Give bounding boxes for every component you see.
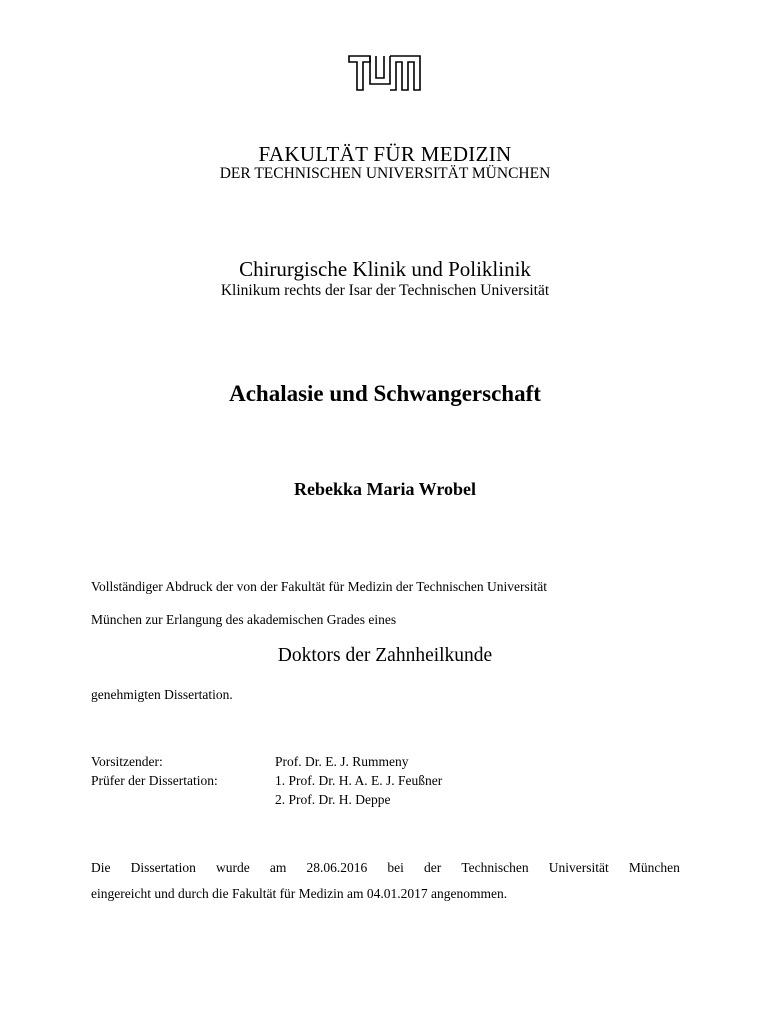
committee-row-chair [91, 752, 442, 771]
submission-word: 28.06.2016 [306, 860, 368, 875]
faculty-title: FAKULTÄT FÜR MEDIZIN [258, 142, 512, 166]
examiner-2-name: 2. Prof. Dr. H. Deppe [275, 792, 391, 807]
submission-word: wurde [216, 860, 250, 875]
clinic-subtitle: Klinikum rechts der Isar der Technischen Universität [220, 282, 550, 299]
committee-list [91, 752, 442, 809]
thesis-title: Achalasie und Schwangerschaft [229, 381, 541, 406]
submission-word: Die [91, 860, 111, 875]
submission-word: Technischen [461, 860, 529, 875]
author-name: Rebekka Maria Wrobel [293, 479, 476, 499]
statement-line-3: genehmigten Dissertation. [91, 687, 233, 702]
clinic-title: Chirurgische Klinik und Poliklinik [239, 257, 531, 281]
degree-title: Doktors der Zahnheilkunde [277, 645, 493, 666]
submission-line-1 [91, 860, 680, 876]
statement-line-1: Vollständiger Abdruck der von der Fakultät für Medizin der Technischen Universität [91, 579, 547, 594]
examiner-1-name: 1. Prof. Dr. H. A. E. J. Feußner [275, 773, 443, 788]
submission-word: der [424, 860, 442, 875]
committee-row-examiner-2 [91, 790, 442, 809]
chair-name: Prof. Dr. E. J. Rummeny [275, 754, 409, 769]
tum-logo [348, 55, 421, 91]
submission-word: München [628, 860, 680, 875]
committee-row-examiner-1 [91, 771, 442, 790]
faculty-subtitle: DER TECHNISCHEN UNIVERSITÄT MÜNCHEN [219, 165, 551, 182]
statement-line-2: München zur Erlangung des akademischen Grades eines [91, 612, 397, 627]
examiner-role: Prüfer der Dissertation: [91, 773, 218, 788]
submission-word: am [269, 860, 287, 875]
submission-word: Dissertation [130, 860, 196, 875]
submission-word: bei [387, 860, 404, 875]
chair-role: Vorsitzender: [91, 754, 163, 769]
submission-word: Universität [548, 860, 609, 875]
submission-line-2: eingereicht und durch die Fakultät für Medizin am 04.01.2017 angenommen. [91, 886, 508, 901]
